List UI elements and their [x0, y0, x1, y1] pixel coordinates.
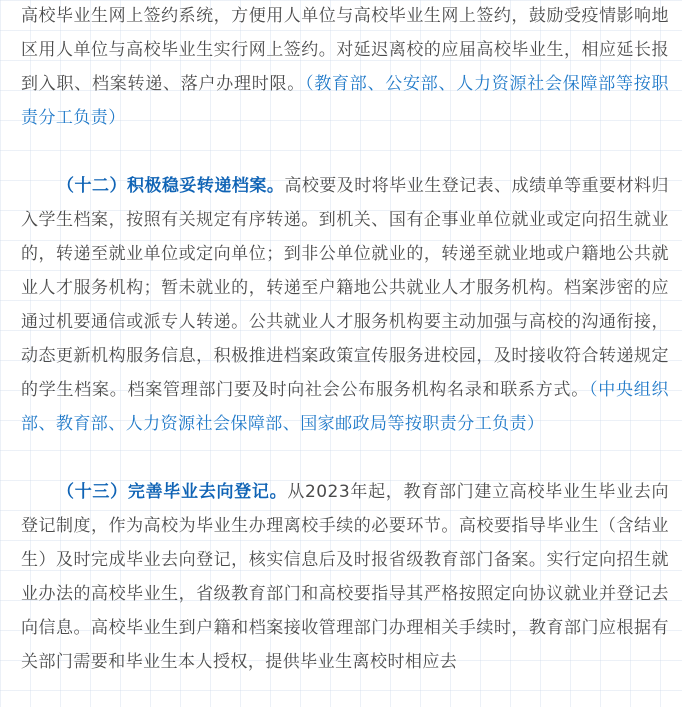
paragraph-body-text: 高校要及时将毕业生登记表、成绩单等重要材料归入学生档案，按照有关规定有序转递。到机关、国有企事业单位就业或定向招生就业的，转递至就业单位或定向单位；到非公单位就业的，转递至就业地或户籍地公共就业人才服务机构；暂未就业的，转递至户籍地公共就业人才服务机构。档案涉密的应通过机要通信或派专人转递。公共就业人才服务机构要主动加强与高校的沟通衔接，动态更新机构服务信息，积极推进档案政策宣传服务进校园，及时接收符合转递规定的学生档案。档案管理部门要及时向社会公布服务机构名录和联系方式。	[21, 176, 669, 400]
section-heading-13: （十三）完善毕业去向登记。	[57, 482, 288, 502]
section-heading-12: （十二）积极稳妥转递档案。	[57, 176, 285, 196]
responsible-agencies-note: （中央组织部、教育部、人力资源社会保障部、国家邮政局等按职责分工负责）	[21, 380, 670, 434]
responsible-agencies-note: （教育部、公安部、人力资源社会保障部等按职责分工负责）	[21, 74, 670, 128]
paragraph-section-11-continued	[21, 0, 669, 135]
paragraph-section-13	[21, 475, 669, 679]
paragraph-body-text: 从2023年起，教育部门建立高校毕业生毕业去向登记制度，作为高校为毕业生办理离校手续的必要环节。高校要指导毕业生（含结业生）及时完成毕业去向登记，核实信息后及时报省级教育部门备案。实行定向招生就业办法的高校毕业生，省级教育部门和高校要指导其严格按照定向协议就业并登记去向信息。高校毕业生到户籍和档案接收管理部门办理相关手续时，教育部门应根据有关部门需要和毕业生本人授权，提供毕业生离校时相应去	[21, 482, 669, 672]
article-body	[21, 0, 669, 679]
paragraph-spacer	[21, 441, 669, 475]
paragraph-body-text: 高校毕业生网上签约系统，方便用人单位与高校毕业生网上签约，鼓励受疫情影响地区用人单位与高校毕业生实行网上签约。对延迟离校的应届高校毕业生，相应延长报到入职、档案转递、落户办理时限。	[21, 6, 669, 94]
paragraph-spacer	[21, 135, 669, 169]
paragraph-section-12	[21, 169, 669, 441]
